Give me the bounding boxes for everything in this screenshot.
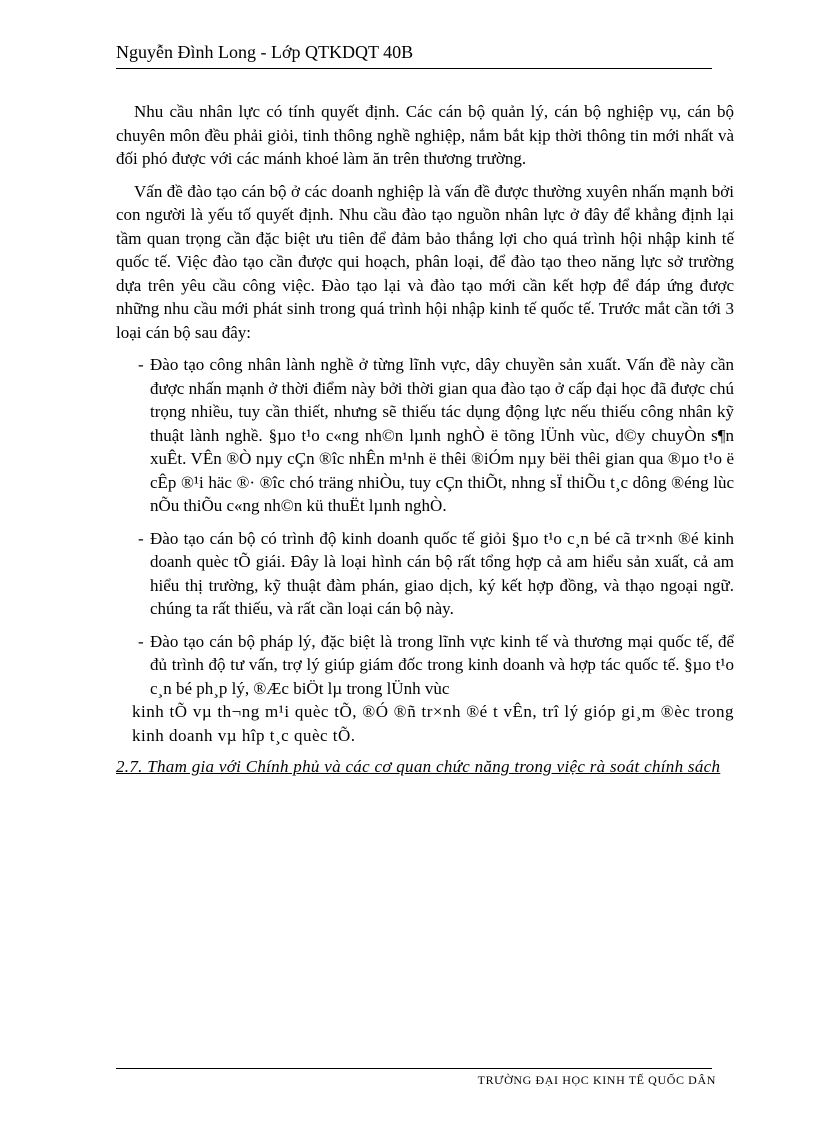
list-item-text: Đào tạo cán bộ có trình độ kinh doanh quốc tế giỏi §µo t¹o c¸n bé cã tr×nh ®é kinh doanh quèc tÕ giái. Đây là loại hình cán bộ rất tổng hợp cả am hiểu sản xuất, cả am hiểu thị trường, kỹ thuật đàm phán, giao dịch, ký kết hợp đồng, và thạo ngoại ngữ. chúng ta rất thiếu, và rất cần loại cán bộ này.	[150, 528, 734, 618]
section-heading: 2.7. Tham gia với Chính phủ và các cơ quan chức năng trong việc rà soát chính sách	[116, 757, 721, 776]
page-header: Nguyễn Đình Long - Lớp QTKDQT 40B	[116, 42, 414, 62]
list-item-text: Đào tạo cán bộ pháp lý, đặc biệt là trong lĩnh vực kinh tế và thương mại quốc tế, để đủ trình độ tư vấn, trợ lý giúp giám đốc trong kinh doanh và hợp tác quốc tế. §µo t¹o c¸n bé ph¸p lý, ®Æc biÖt lµ trong lÜnh vùc	[150, 631, 734, 698]
header-divider	[116, 68, 712, 69]
bullet-list	[116, 353, 734, 700]
list-item	[116, 527, 734, 621]
document-body	[116, 100, 734, 779]
paragraph: Nhu cầu nhân lực có tính quyết định. Các cán bộ quản lý, cán bộ nghiệp vụ, cán bộ chuyên môn đều phải giỏi, tinh thông nghề nghiệp, nắm bắt kịp thời thông tin mới nhất và đối phó được với các mánh khoé làm ăn trên thương trường.	[116, 102, 734, 168]
bullet-marker: -	[138, 355, 144, 374]
bullet-marker: -	[138, 631, 144, 651]
list-item	[116, 353, 734, 518]
bullet-marker: -	[138, 528, 144, 548]
list-item	[116, 630, 734, 701]
list-item-text: Đào tạo công nhân lành nghề ở từng lĩnh vực, dây chuyền sản xuất. Vấn đề này cần được nhấn mạnh ở thời điểm này bởi thời gian qua đào tạo ở cấp đại học đã được chú trọng nhiều, tuy cần thiết, nhưng sẽ thiếu tác dụng động lực nếu thiếu công nhân kỹ thuật lành nghề. §µo t¹o c«ng nh©n lµnh nghÒ ë tõng lÜnh vùc, d©y chuyÒn s¶n xuÊt. VÊn ®Ò nµy cÇn ®îc nhÊn m¹nh ë thêi ®iÓm nµy bëi thêi gian qua ®µo t¹o ë cÊp ®¹i häc ®· ®îc chó träng nhiÒu, tuy cÇn thiÕt, nhng sÏ thiÕu t¸c dông ®éng lùc nÕu thiÕu c«ng nh©n kü thuËt lµnh nghÒ.	[150, 355, 734, 515]
paragraph-continuation: kinh tÕ vµ th¬ng m¹i quèc tÕ, ®Ó ®ñ tr×nh ®é t vÊn, trî lý gióp gi¸m ®èc trong kinh doanh vµ hîp t¸c quèc tÕ.	[132, 702, 734, 745]
page-footer: TRƯỜNG ĐẠI HỌC KINH TẾ QUỐC DÂN	[477, 1073, 716, 1087]
footer-divider	[116, 1068, 712, 1069]
paragraph: Vấn đề đào tạo cán bộ ở các doanh nghiệp là vấn đề được thường xuyên nhấn mạnh bởi con người là yếu tố quyết định. Nhu cầu đào tạo nguồn nhân lực ở đây để khẳng định lại tầm quan trọng cần đặc biệt ưu tiên để đảm bảo thắng lợi cho quá trình hội nhập kinh tế quốc tế. Việc đào tạo cần được qui hoạch, phân loại, để đào tạo theo năng lực sở trường dựa trên yêu cầu công việc. Đào tạo lại và đào tạo mới cần kết hợp để đáp ứng được những nhu cầu mới phát sinh trong quá trình hội nhập kinh tế quốc tế. Trước mắt cần tới 3 loại cán bộ sau đây:	[116, 181, 734, 342]
